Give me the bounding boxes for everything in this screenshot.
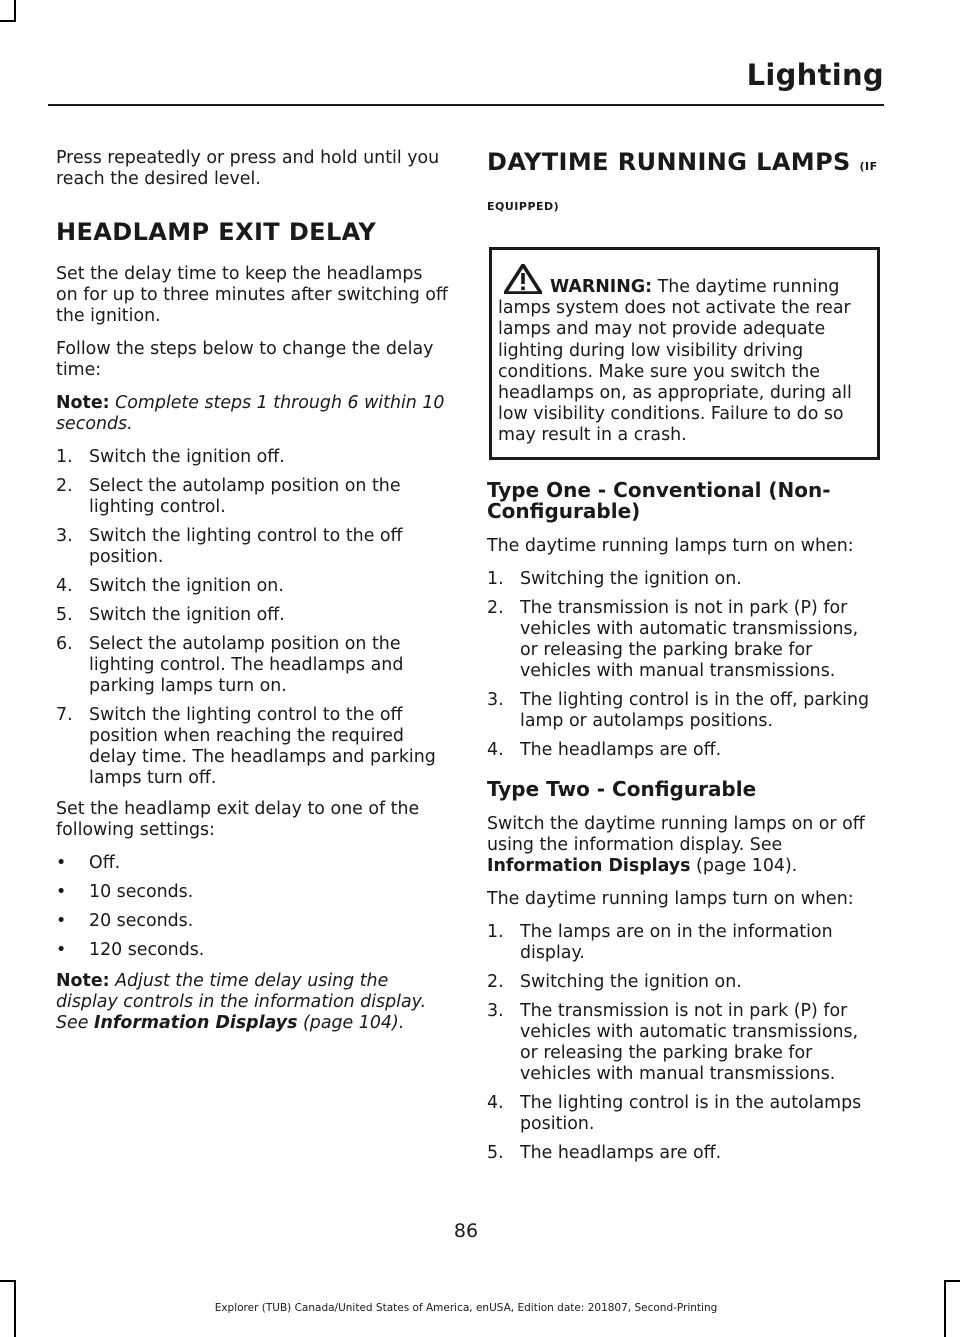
list-number: 1.: [487, 921, 504, 942]
footer-edition-info: Explorer (TUB) Canada/United States of America, enUSA, Edition date: 201807, Second-Printing: [214, 1302, 718, 1314]
paragraph: Set the headlamp exit delay to one of the following settings:: [56, 799, 420, 840]
list-item-text: Select the autolamp position on the lighting control. The headlamps and parking lamps turn on.: [89, 634, 404, 696]
list-item: [56, 853, 448, 874]
conditions-list: [487, 569, 880, 761]
list-item: [56, 882, 448, 903]
list-item-text: Off.: [89, 853, 121, 873]
settings-list: [56, 853, 448, 961]
list-item: [56, 605, 448, 626]
list-number: 1.: [487, 568, 504, 589]
left-column: [56, 148, 448, 1046]
list-item: [487, 972, 880, 993]
list-item-text: Switch the ignition on.: [89, 576, 284, 596]
note-text: Adjust the time delay using the display controls in the information display. See: [56, 971, 427, 1033]
paragraph: The daytime running lamps turn on when:: [487, 535, 854, 556]
paragraph-text: Switch the daytime running lamps on or off using the information display. See: [487, 813, 865, 855]
list-item: [56, 476, 448, 518]
list-item-text: Switch the lighting control to the off position when reaching the required delay time. The headlamps and parking lamps turn off.: [89, 705, 436, 788]
list-item: [487, 598, 880, 682]
section-heading: [487, 148, 880, 221]
list-number: 3.: [487, 689, 504, 710]
list-number: 6.: [56, 634, 73, 654]
list-item-text: 20 seconds.: [89, 911, 194, 931]
crop-mark: [944, 1280, 960, 1282]
list-item-text: The transmission is not in park (P) for vehicles with automatic transmissions, or releasing the parking brake for vehicles with manual transmissions.: [520, 597, 859, 681]
note-label: Note:: [56, 971, 110, 991]
conditions-list: [487, 922, 880, 1164]
list-item: [487, 922, 880, 964]
warning-box: [489, 247, 880, 460]
list-number: 7.: [56, 705, 73, 725]
list-item: [487, 569, 880, 590]
subsection-heading: Type One - Conventional (Non-Configurable): [487, 477, 831, 523]
crop-mark: [14, 0, 16, 22]
heading-qualifier: (IF: [859, 160, 878, 173]
list-item-text: Switch the lighting control to the off position.: [89, 526, 403, 567]
list-item: [487, 1001, 880, 1085]
paragraph: The daytime running lamps turn on when:: [487, 888, 854, 909]
list-item-text: Switch the ignition off.: [89, 447, 285, 467]
page-number: 86: [453, 1220, 479, 1242]
list-item: [56, 576, 448, 597]
warning-body: The daytime running lamps system does not activate the rear lamps and may not provide adequate lighting during low visibility driving conditions. Make sure you switch the headlamps on, as appropriate, during all low visibility conditions. Failure to do so may result in a crash.: [498, 277, 852, 446]
intro-paragraph: Press repeatedly or press and hold until you reach the desired level.: [56, 148, 440, 189]
list-item: [487, 740, 880, 761]
paragraph: [487, 814, 880, 877]
list-item-text: Switching the ignition on.: [520, 568, 742, 589]
note-label: Note:: [56, 393, 110, 413]
note-text: Complete steps 1 through 6 within 10 seconds.: [56, 393, 445, 434]
list-item-text: The lighting control is in the off, parking lamp or autolamps positions.: [520, 689, 870, 731]
page-title: Lighting: [746, 58, 884, 92]
list-number: 5.: [487, 1142, 504, 1163]
list-item: [56, 705, 448, 789]
page-reference: (page 104).: [303, 1013, 405, 1033]
steps-list: [56, 447, 448, 789]
note: [56, 971, 448, 1034]
right-column: [487, 148, 880, 1174]
list-item-text: Switch the ignition off.: [89, 605, 285, 625]
list-number: 2.: [487, 971, 504, 992]
cross-reference-link[interactable]: Information Displays: [93, 1013, 298, 1033]
list-number: 4.: [487, 739, 504, 760]
note: [56, 393, 448, 435]
crop-mark: [0, 20, 16, 22]
section-heading-text: DAYTIME RUNNING LAMPS: [487, 148, 851, 176]
list-item-text: 10 seconds.: [89, 882, 194, 902]
section-heading: HEADLAMP EXIT DELAY: [56, 218, 377, 246]
cross-reference-link[interactable]: Information Displays: [487, 855, 691, 876]
paragraph: Follow the steps below to change the delay time:: [56, 339, 434, 380]
list-number: 4.: [56, 576, 73, 596]
list-item: [56, 634, 448, 697]
warning-label: WARNING:: [550, 277, 653, 297]
list-item: [56, 526, 448, 568]
list-item: [487, 1093, 880, 1135]
list-item: [56, 447, 448, 468]
list-number: 1.: [56, 447, 73, 467]
list-number: 3.: [56, 526, 73, 546]
list-number: 2.: [56, 476, 73, 496]
list-item-text: Switching the ignition on.: [520, 971, 742, 992]
crop-mark: [0, 1280, 16, 1282]
crop-mark: [944, 1280, 946, 1337]
list-number: 5.: [56, 605, 73, 625]
paragraph: Set the delay time to keep the headlamps on for up to three minutes after switching off the ignition.: [56, 264, 448, 326]
list-number: 2.: [487, 597, 504, 618]
bullet: •: [56, 911, 67, 931]
list-item-text: The lamps are on in the information display.: [520, 921, 833, 963]
list-item: [487, 1143, 880, 1164]
list-item: [56, 911, 448, 932]
list-item-text: The transmission is not in park (P) for vehicles with automatic transmissions, or releasing the parking brake for vehicles with manual transmissions.: [520, 1000, 859, 1084]
bullet: •: [56, 853, 67, 873]
bullet: •: [56, 940, 67, 960]
list-number: 4.: [487, 1092, 504, 1113]
list-item-text: The lighting control is in the autolamps position.: [520, 1092, 862, 1134]
list-item-text: The headlamps are off.: [520, 739, 722, 760]
header-divider: [48, 104, 884, 106]
list-item-text: Select the autolamp position on the lighting control.: [89, 476, 401, 517]
heading-qualifier: EQUIPPED): [487, 200, 560, 213]
warning-text: [498, 264, 871, 447]
list-item: [487, 690, 880, 732]
page-reference: (page 104).: [696, 855, 798, 876]
list-item-text: 120 seconds.: [89, 940, 205, 960]
bullet: •: [56, 882, 67, 902]
warning-triangle-icon: [504, 264, 542, 294]
list-item: [56, 940, 448, 961]
list-number: 3.: [487, 1000, 504, 1021]
list-item-text: The headlamps are off.: [520, 1142, 722, 1163]
subsection-heading: Type Two - Configurable: [487, 776, 757, 801]
